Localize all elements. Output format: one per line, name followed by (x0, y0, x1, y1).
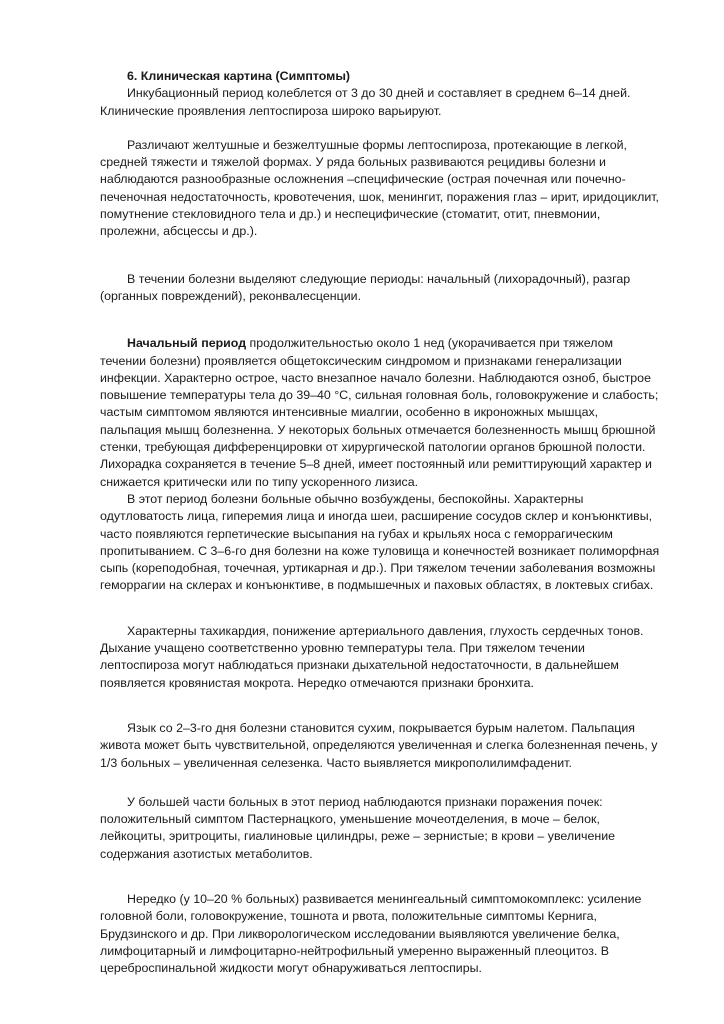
paragraph-periods: В течении болезни выделяют следующие периоды: начальный (лихорадочный), разгар (органных повреждений), реконвалесценции. (100, 271, 631, 303)
paragraph-digestive: Язык со 2–3-го дня болезни становится сухим, покрывается бурым налетом. Пальпация живота может быть чувствительной, определяются увеличенная и слегка болезненная печень, у 1/3 больных – увеличенная селезенка. Часто выявляется микрополилимфаденит. (100, 720, 658, 770)
paragraph-meningeal: Нередко (у 10–20 % больных) развивается менингеальный симптомокомплекс: усиление головной боли, головокружение, тошнота и рвота, положительные симптомы Кернига, Брудзинского и др. При ликворологическом исследовании выявляются увеличение белка, лимфоцитарный и лимфоцитарно-нейтрофильный умеренно выраженный плеоцитоз. В цереброспинальной жидкости могут обнаруживаться лептоспиры. (100, 891, 642, 976)
initial-period-term: Начальный период (127, 336, 247, 351)
paragraph-cardio-respiratory: Характерны тахикардия, понижение артериального давления, глухость сердечных тонов. Дыхание учащено соответственно уровню температуры тела. При тяжелом течении лептоспироза могут наблюдаться признаки дыхательной недостаточности, в дальнейшем появляется кровянистая мокрота. Нередко отмечаются признаки бронхита. (100, 623, 644, 690)
paragraph-forms: Различают желтушные и безжелтушные формы лептоспироза, протекающие в легкой, средней тяжести и тяжелой формах. У ряда больных развиваются рецидивы болезни и наблюдаются разнообразные осложнения –специфические (острая почечная или почечно-печеночная недостаточность, кровотечения, шок, менингит, поражения глаз – ирит, иридоциклит, помутнение стекловидного тела и др.) и неспецифические (стоматит, отит, пневмонии, пролежни, абсцессы и др.). (100, 137, 660, 239)
paragraph-initial-period (100, 335, 660, 491)
paragraph-symptoms-appearance: В этот период болезни больные обычно возбуждены, беспокойны. Характерны одутловатость лица, гиперемия лица и иногда шеи, расширение сосудов склер и конъюнктивы, часто появляются герпетические высыпания на губах и крыльях носа с геморрагическим пропитыванием. С 3–6-го дня болезни на коже туловища и конечностей возникает полиморфная сыпь (кореподобная, точечная, уртикарная и др.). При тяжелом течении заболевания возможны геморрагии на склерах и конъюнктиве, в подмышечных и паховых областях, в локтевых сгибах. (100, 491, 660, 593)
paragraph-incubation: Инкубационный период колеблется от 3 до 30 дней и составляет в среднем 6–14 дней. Клинические проявления лептоспироза широко варьируют. (100, 86, 631, 118)
initial-period-text: продолжительностью около 1 нед (укорачивается при тяжелом течении болезни) проявляется общетоксическим синдромом и признаками генерализации инфекции. Характерно острое, часто внезапное начало болезни. Наблюдаются озноб, быстрое повышение температуры тела до 39–40 °C, сильная головная боль, головокружение и слабость; частым симптомом являются интенсивные миалгии, особенно в икроножных мышцах, пальпация мышц болезненна. У некоторых больных отмечается болезненность мышц брюшной стенки, требующая дифференцировки от хирургической патологии органов брюшной полости. Лихорадка сохраняется в течение 5–8 дней, имеет постоянный или ремиттирующий характер и снижается критически или по типу ускоренного лизиса. (100, 336, 659, 489)
section-heading: 6. Клиническая картина (Симптомы) (127, 69, 351, 83)
document-body (100, 68, 660, 977)
paragraph-kidney: У большей части больных в этот период наблюдаются признаки поражения почек: положительный симптом Пастернацкого, уменьшение мочеотделения, в моче – белок, лейкоциты, эритроциты, гиалиновые цилиндры, реже – зернистые; в крови – увеличение содержания азотистых метаболитов. (100, 794, 616, 861)
